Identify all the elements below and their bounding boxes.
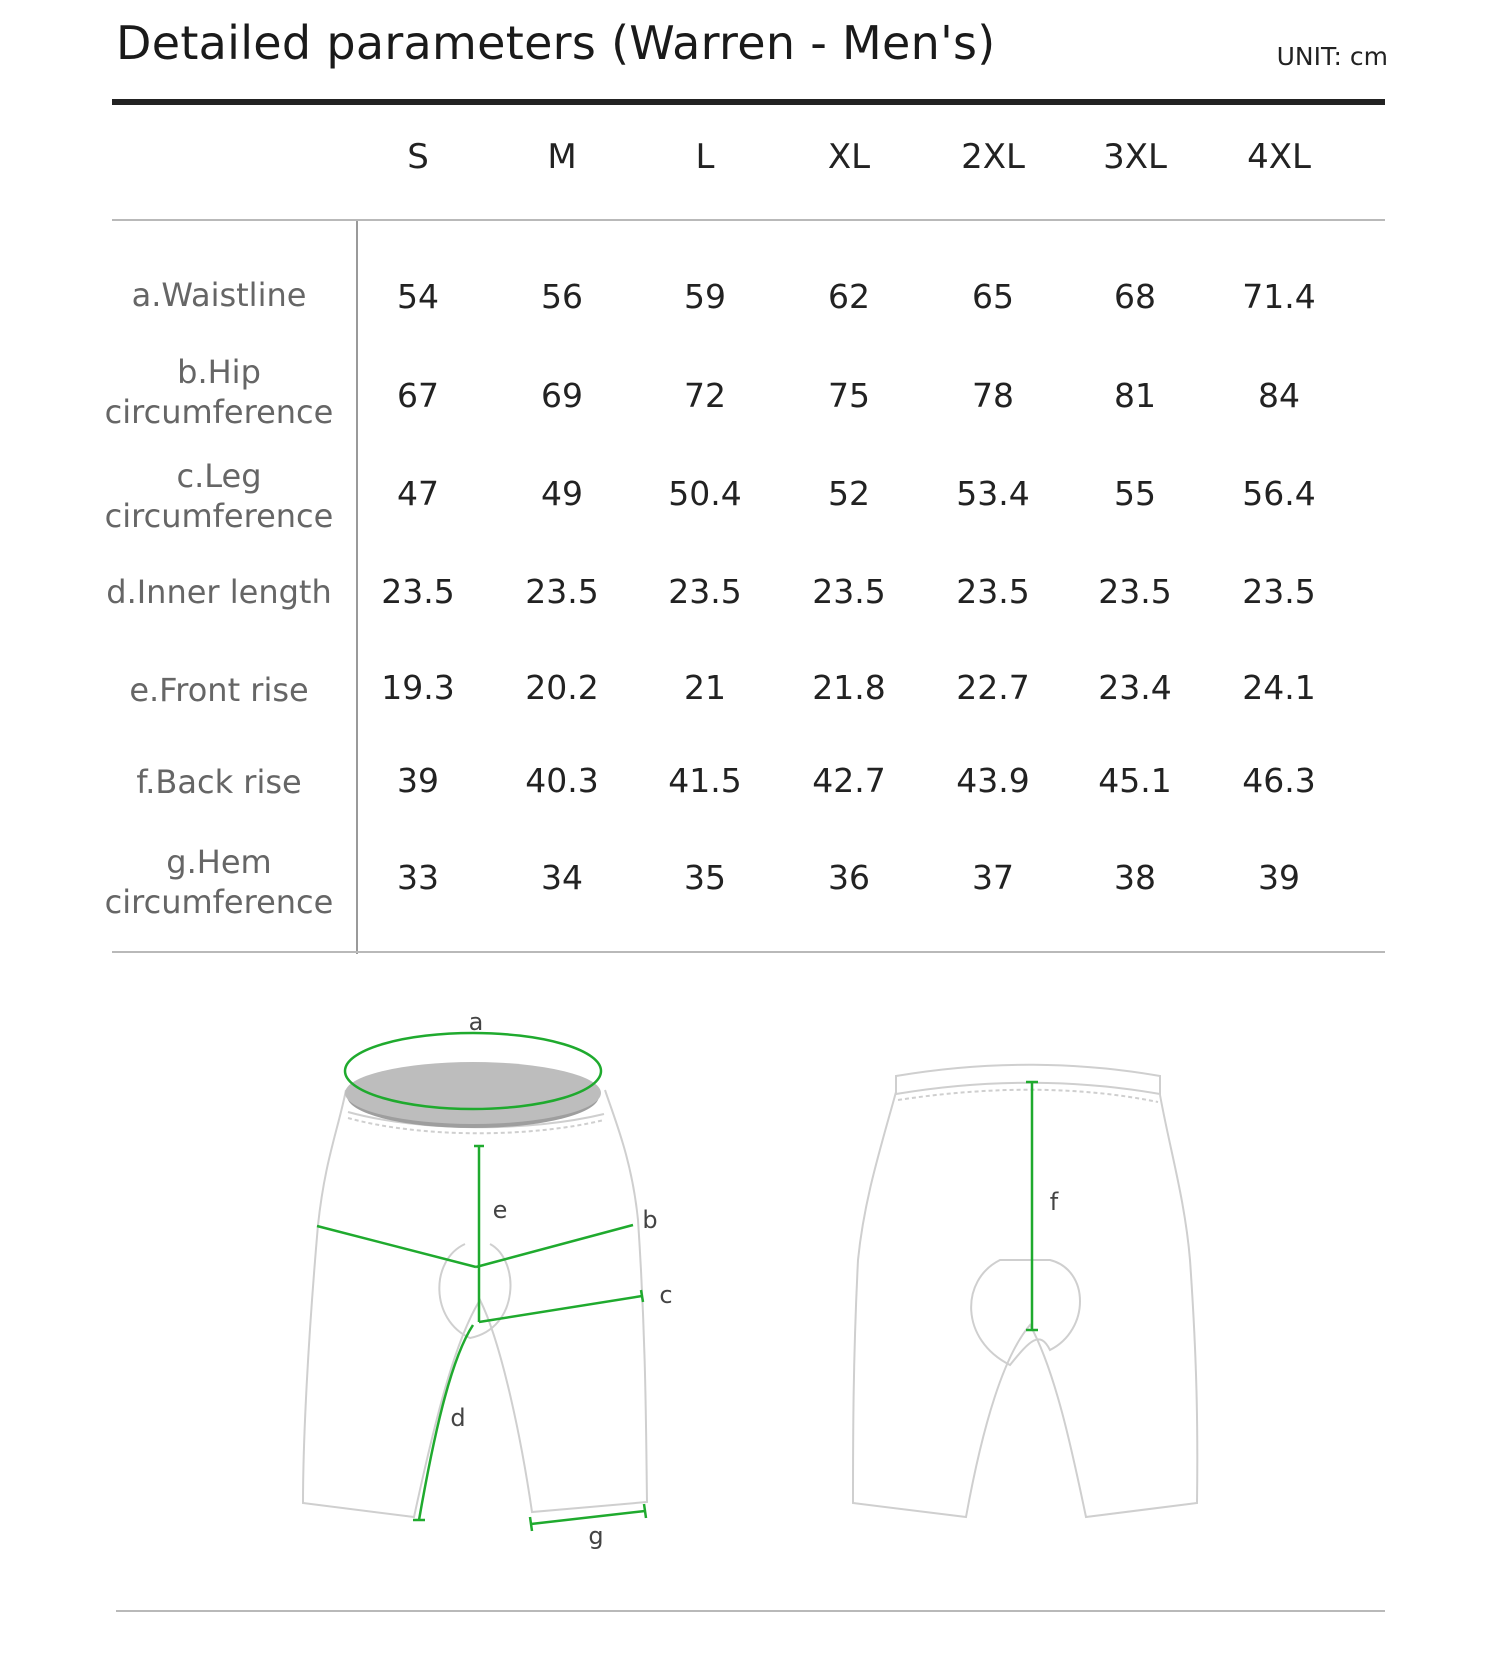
diagram-label-b: b [642, 1206, 658, 1234]
back-shorts-outline [853, 1065, 1197, 1517]
back-measure-lines [1026, 1082, 1038, 1330]
table-cell: 22.7 [956, 668, 1030, 707]
size-header-3: XL [827, 137, 871, 177]
table-bottom-divider [112, 951, 1385, 953]
header-divider [112, 219, 1385, 221]
diagram-label-a: a [468, 1008, 484, 1036]
table-cell: 71.4 [1242, 277, 1316, 316]
table-cell: 40.3 [525, 761, 599, 800]
footer-divider [116, 1610, 1385, 1612]
diagram-label-d: d [450, 1404, 466, 1432]
size-header-6: 4XL [1247, 137, 1311, 177]
table-cell: 53.4 [956, 474, 1030, 513]
table-cell: 23.5 [381, 572, 455, 611]
size-header-1: M [547, 137, 577, 177]
row-label: f.Back rise [136, 763, 302, 801]
table-cell: 23.5 [956, 572, 1030, 611]
table-cell: 49 [541, 474, 583, 513]
table-cell: 50.4 [668, 474, 742, 513]
size-header-4: 2XL [961, 137, 1025, 177]
table-cell: 23.5 [1242, 572, 1316, 611]
table-cell: 84 [1258, 376, 1300, 415]
table-cell: 39 [1258, 858, 1300, 897]
table-cell: 72 [684, 376, 726, 415]
diagram-label-f: f [1049, 1188, 1059, 1216]
table-cell: 20.2 [525, 668, 599, 707]
table-cell: 81 [1114, 376, 1156, 415]
row-label: d.Inner length [106, 573, 332, 611]
table-cell: 67 [397, 376, 439, 415]
table-cell: 35 [684, 858, 726, 897]
size-header-5: 3XL [1103, 137, 1167, 177]
table-cell: 78 [972, 376, 1014, 415]
table-cell: 36 [828, 858, 870, 897]
table-cell: 23.5 [1098, 572, 1172, 611]
row-label: c.Leg circumference [104, 457, 334, 535]
table-cell: 42.7 [812, 761, 886, 800]
table-cell: 47 [397, 474, 439, 513]
diagram-label-g: g [588, 1522, 604, 1550]
size-header-0: S [407, 137, 429, 177]
table-cell: 56 [541, 277, 583, 316]
table-cell: 21 [684, 668, 726, 707]
measure-line-b [317, 1226, 476, 1267]
shorts-diagram [0, 960, 1500, 1600]
unit-label: UNIT: cm [1276, 42, 1388, 71]
table-cell: 52 [828, 474, 870, 513]
diagram-label-e: e [492, 1196, 508, 1224]
table-cell: 39 [397, 761, 439, 800]
table-cell: 38 [1114, 858, 1156, 897]
measurement-diagram [0, 960, 1500, 1600]
table-cell: 33 [397, 858, 439, 897]
table-cell: 75 [828, 376, 870, 415]
table-cell: 23.5 [525, 572, 599, 611]
table-cell: 69 [541, 376, 583, 415]
row-label: g.Hem circumference [104, 843, 334, 921]
table-cell: 46.3 [1242, 761, 1316, 800]
row-label: b.Hip circumference [104, 353, 334, 431]
table-cell: 23.5 [812, 572, 886, 611]
table-cell: 55 [1114, 474, 1156, 513]
table-cell: 23.4 [1098, 668, 1172, 707]
diagram-label-c: c [659, 1281, 673, 1309]
measure-line-c [479, 1296, 642, 1322]
table-cell: 68 [1114, 277, 1156, 316]
table-cell: 59 [684, 277, 726, 316]
table-cell: 23.5 [668, 572, 742, 611]
table-cell: 21.8 [812, 668, 886, 707]
table-cell: 41.5 [668, 761, 742, 800]
row-label: a.Waistline [131, 276, 307, 314]
table-cell: 56.4 [1242, 474, 1316, 513]
table-cell: 54 [397, 277, 439, 316]
table-cell: 45.1 [1098, 761, 1172, 800]
row-label: e.Front rise [129, 671, 309, 709]
table-cell: 62 [828, 277, 870, 316]
title-divider [112, 99, 1385, 105]
waistband-inner [345, 1062, 601, 1124]
table-cell: 19.3 [381, 668, 455, 707]
table-cell: 43.9 [956, 761, 1030, 800]
table-cell: 34 [541, 858, 583, 897]
size-header-2: L [695, 137, 715, 177]
page-title: Detailed parameters (Warren - Men's) [116, 16, 996, 70]
table-cell: 65 [972, 277, 1014, 316]
table-cell: 24.1 [1242, 668, 1316, 707]
table-cell: 37 [972, 858, 1014, 897]
